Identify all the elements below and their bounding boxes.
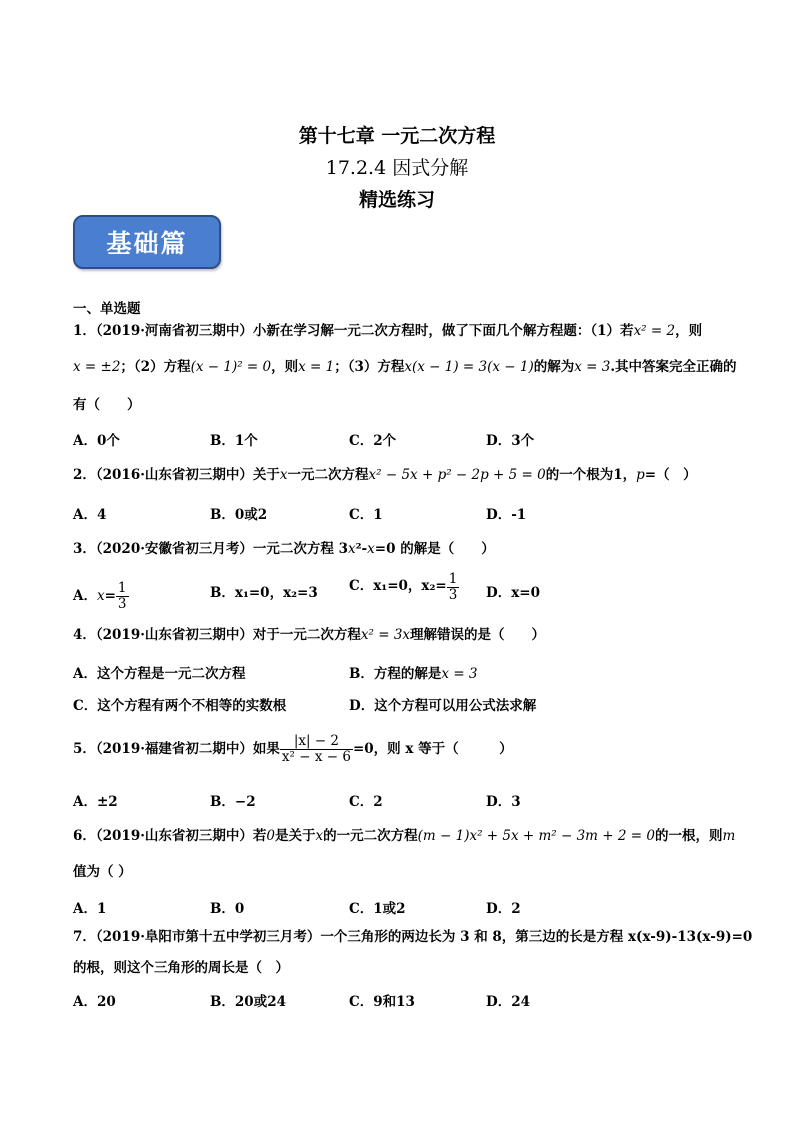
question-3 [73,539,733,559]
option-d[interactable]: D．3 [486,794,521,810]
math: x² = 2 [633,323,676,339]
question-2 [73,465,733,485]
option-label: B．方程的解是 [349,666,442,682]
option-a[interactable]: A．0个 [73,433,120,449]
numerator: 1 [448,571,458,587]
question-7-options [73,990,733,1018]
question-5-options [73,790,733,818]
math: x = ±2 [73,359,121,375]
math: m [722,828,736,844]
option-a[interactable]: A．4 [73,507,107,523]
math: x [367,541,375,557]
text: 1．（2019·河南省初三期中）小新在学习解一元二次方程时，做了下面几个解方程题：（1）若 [73,323,634,339]
text: 的一元二次方程 [323,828,418,844]
text: 5．（2019·福建省初二期中）如果 [73,741,280,757]
question-4-options-row-1 [73,662,733,690]
option-a[interactable]: A．这个方程是一元二次方程 [73,666,246,682]
text: = [104,588,116,604]
question-7-line-2: 的根，则这个三角形的周长是（ ） [73,960,289,976]
option-b[interactable] [349,662,478,682]
question-1-options [73,429,733,457]
math: x [315,828,324,844]
denominator: x² − x − 6 [281,749,351,765]
text: ，则 [675,323,703,339]
text: 6．（2019·山东省初三期中）若 [73,828,267,844]
math: x [96,588,105,604]
fraction [280,734,353,765]
text: =（ ） [644,467,697,483]
option-d[interactable]: D．24 [486,994,530,1010]
option-b[interactable]: B．−2 [210,794,256,810]
math: (x − 1)² = 0 [190,359,272,375]
option-b[interactable]: B．1个 [210,433,258,449]
option-a[interactable] [73,581,129,612]
option-d[interactable]: D．x=0 [486,585,540,601]
question-4-options-row-2 [73,694,733,722]
math: x = 3 [441,666,478,682]
math: x² = 3x [360,627,411,643]
question-6-options [73,897,733,925]
text: 一元二次方程 [287,467,369,483]
denominator: 3 [448,587,458,603]
option-d[interactable]: D．2 [486,901,521,917]
option-d[interactable]: D．这个方程可以用公式法求解 [349,698,537,714]
text: 4．（2019·山东省初三期中）对于一元二次方程 [73,627,361,643]
math: x(x − 1) = 3(x − 1) [404,359,534,375]
text: 是关于 [275,828,316,844]
math: x = 1 [298,359,335,375]
chapter-title: 第十七章 一元二次方程 [298,125,496,147]
question-1-line-3: 有（ ） [73,397,141,413]
text: ；（3）方程 [334,359,405,375]
numerator: |x| − 2 [280,734,353,750]
math: x [279,467,288,483]
subtitle: 精选练习 [358,189,435,211]
math: x² − 5x + p² − 2p + 5 = 0 [368,467,546,483]
text: ，则 [271,359,299,375]
denominator: 3 [117,596,127,612]
option-a[interactable]: A．20 [73,994,116,1010]
question-2-options [73,503,733,531]
text: =0 的解是（ ） [374,541,495,557]
text: ²- [355,541,368,557]
option-label: A． [73,588,97,604]
section-title: 17.2.4 因式分解 [325,157,469,179]
fraction [116,581,129,612]
question-type-heading: 一、单选题 [73,301,141,317]
option-c[interactable]: C．2个 [349,433,397,449]
option-a[interactable]: A．±2 [73,794,118,810]
option-c[interactable]: C．9和13 [349,994,415,1010]
option-label: C．x₁=0，x₂= [349,578,447,594]
option-c[interactable]: C．1 [349,507,383,523]
option-b[interactable]: B．20或24 [210,994,286,1010]
text: 的一个根为1， [545,467,637,483]
text: .其中答案完全正确的 [610,359,737,375]
text: 2．（2016·山东省初三期中）关于 [73,467,280,483]
question-1-line-1 [73,321,733,341]
question-6-line-1 [73,826,736,846]
option-b[interactable]: B．0 [210,901,245,917]
question-3-options [73,572,733,610]
option-b[interactable]: B．0或2 [210,507,268,523]
text: 3．（2020·安徽省初三月考）一元二次方程 3 [73,541,349,557]
numerator: 1 [117,580,127,596]
option-c[interactable]: C．2 [349,794,383,810]
option-a[interactable]: A．1 [73,901,107,917]
option-c[interactable] [349,572,459,603]
math: p [636,467,645,483]
math: x = 3 [574,359,611,375]
option-d[interactable]: D．-1 [486,507,527,523]
text: 的一根，则 [654,828,723,844]
question-1-line-2 [73,357,737,377]
option-c[interactable]: C．1或2 [349,901,406,917]
question-4 [73,625,733,645]
option-c[interactable]: C．这个方程有两个不相等的实数根 [73,698,287,714]
text: 的解为 [533,359,575,375]
option-b[interactable]: B．x₁=0，x₂=3 [210,585,318,601]
level-badge: 基础篇 [73,215,221,269]
text: 理解错误的是（ ） [410,627,546,643]
math: (m − 1)x² + 5x + m² − 3m + 2 = 0 [417,828,655,844]
option-d[interactable]: D．3个 [486,433,535,449]
text: ；（2）方程 [120,359,191,375]
question-5 [73,731,733,771]
text: =0，则 x 等于（ ） [352,741,513,757]
math: 0 [266,828,276,844]
question-7-line-1: 7．（2019·阜阳市第十五中学初三月考）一个三角形的两边长为 3 和 8，第三边的长是方程 x(x-9)-13(x-9)=0 [73,929,753,945]
math: x [348,541,356,557]
fraction [447,572,460,603]
question-6-line-2: 值为（ ） [73,864,132,880]
